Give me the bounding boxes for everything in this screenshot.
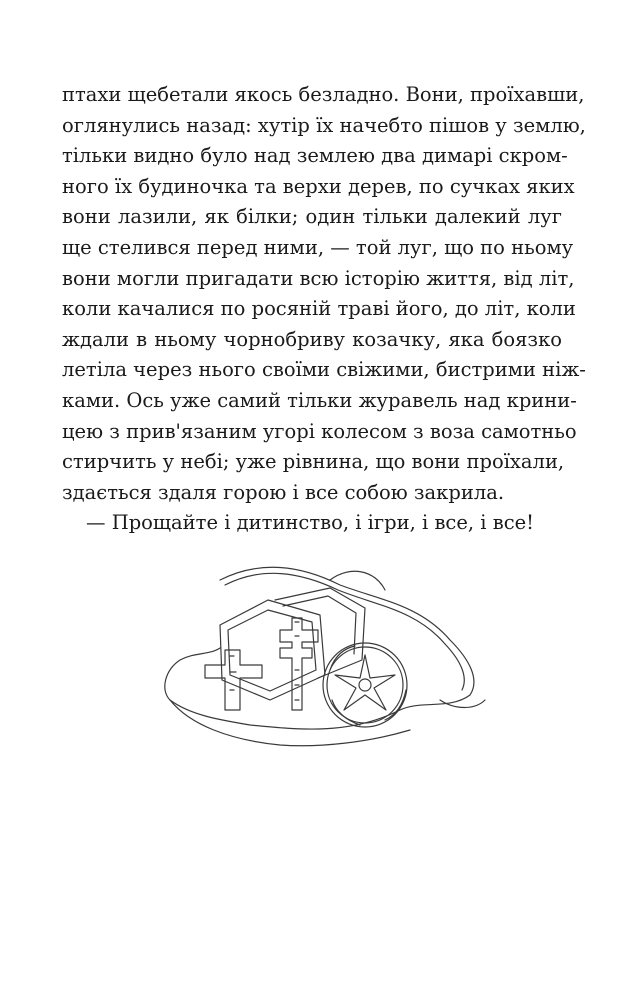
crosses-illustration: [150, 560, 490, 760]
text-line-8: коли качалися по росяній траві його, до літ, коли: [62, 297, 576, 321]
crosses-drawing: [150, 560, 490, 760]
text-line-3: тільки видно було над землею два димарі скром-: [62, 144, 568, 168]
text-line-4: ного їх будиночка та верхи дерев, по сучках яких: [62, 174, 575, 198]
ribbon-loop: [330, 571, 385, 590]
text-line-5: вони лазили, як білки; один тільки далекий луг: [62, 205, 562, 229]
text-line-14: здається здаля горою і все собою закрила.: [62, 480, 505, 504]
text-line-1: птахи щебетали якось безладно. Вони, проїхавши,: [62, 83, 585, 106]
ribbon-cord-2: [225, 573, 464, 690]
text-line-6: ще стелився перед ними, — той луг, що по ньому: [62, 235, 574, 259]
text-line-11: ками. Ось уже самий тільки журавель над крини-: [62, 388, 577, 412]
text-line-12: цею з прив'язаним угорі колесом з воза самотньо: [62, 419, 577, 443]
cross-left: [205, 650, 262, 710]
coin-star: [335, 655, 395, 710]
plaque-right: [275, 588, 365, 678]
text-line-10: летіла через нього своїми свіжими, бистрими ніж-: [62, 358, 586, 382]
body-text: [62, 80, 586, 539]
ribbon-cord: [165, 567, 474, 729]
text-line-13: стирчить у небі; уже рівнина, що вони проїхали,: [62, 450, 565, 474]
text-line-7: вони могли пригадати всю історію життя, від літ,: [62, 266, 575, 290]
dialog-line: — Прощайте і дитинство, і ігри, і все, і все!: [86, 511, 534, 535]
text-line-2: оглянулись назад: хутір їх начебто пішов у землю,: [62, 113, 586, 137]
ribbon-tail: [440, 700, 485, 708]
text-line-9: ждали в ньому чорнобриву козачку, яка боязко: [62, 327, 562, 351]
